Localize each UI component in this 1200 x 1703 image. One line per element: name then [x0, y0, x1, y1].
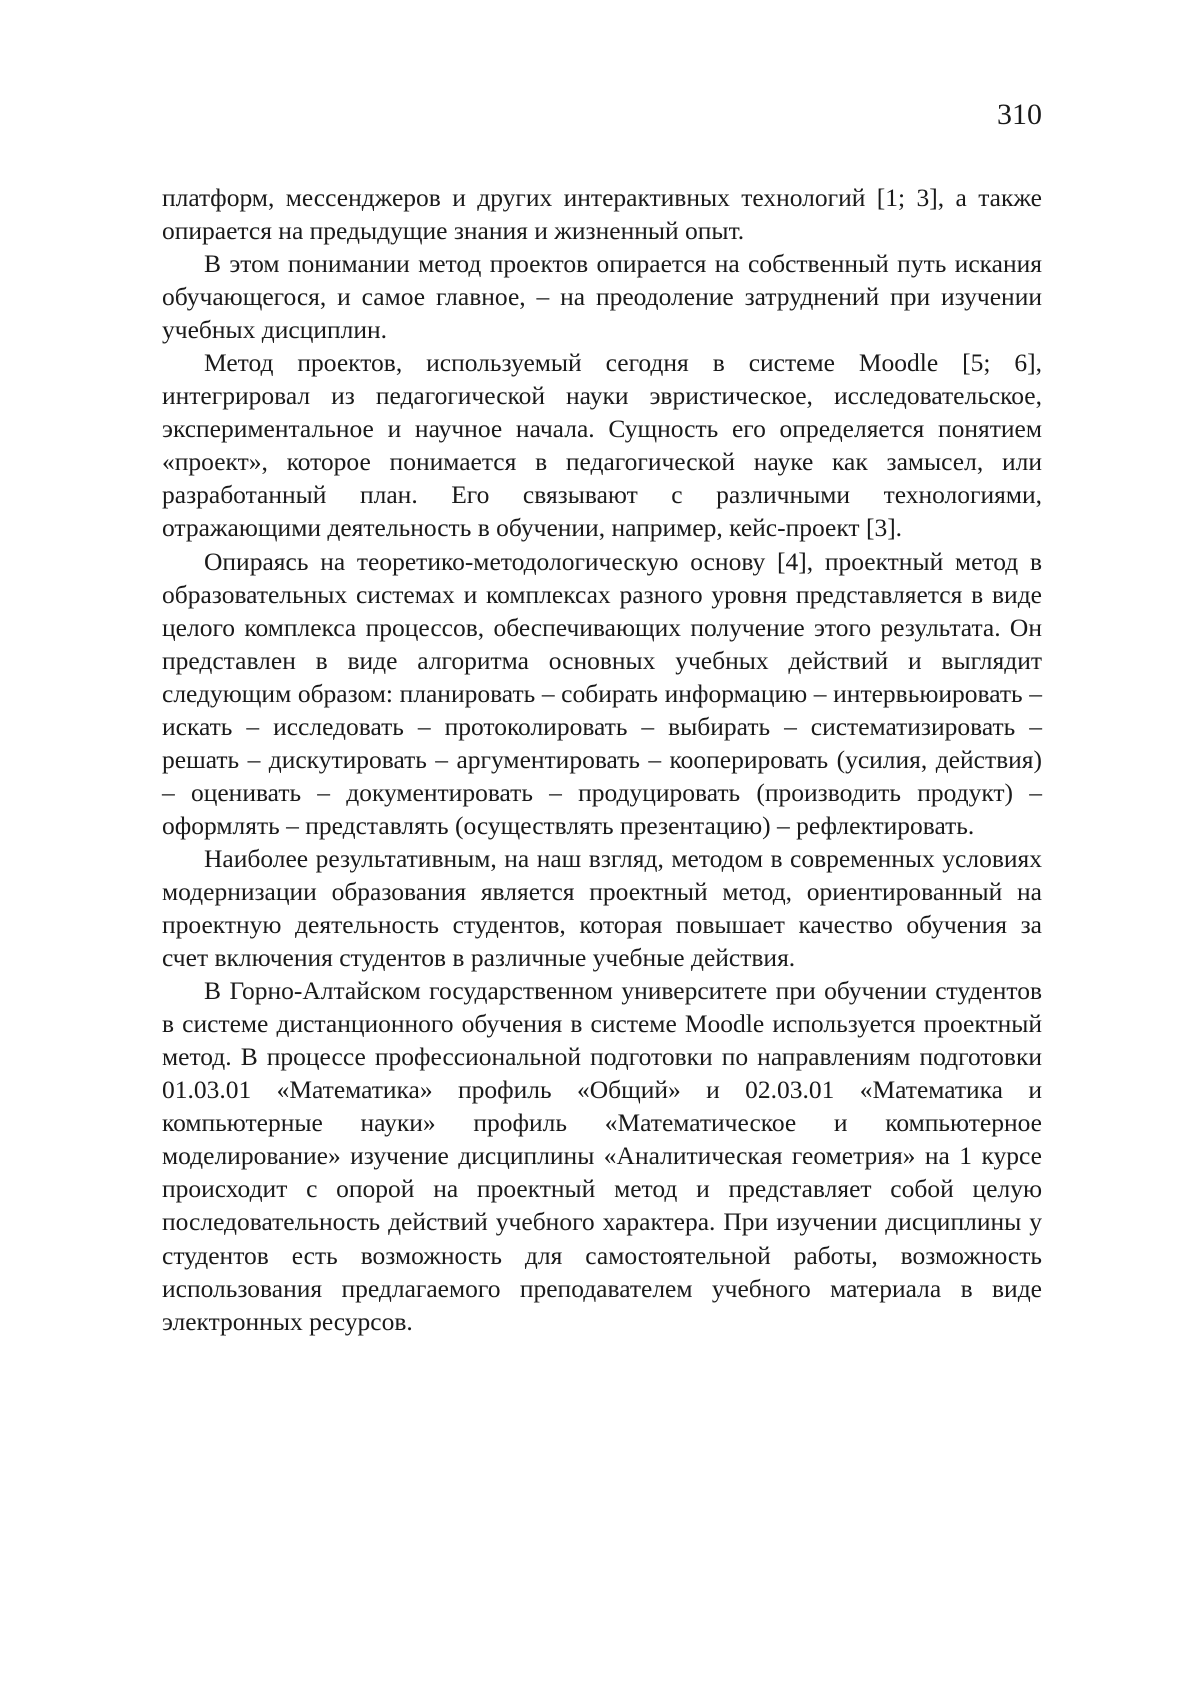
- paragraph-project-method-understanding: В этом понимании метод проектов опирается на собственный путь искания обучающегося, и самое главное, – на преодоление затруднений при изучении учебных дисциплин.: [162, 247, 1042, 346]
- body-text: [162, 181, 1042, 1338]
- paragraph-most-effective-method: Наиболее результативным, на наш взгляд, методом в современных условиях модернизации образования является проектный метод, ориентированный на проектную деятельность студентов, которая повышает качество обучения за счет включения студентов в различные учебные действия.: [162, 842, 1042, 974]
- paragraph-algorithm-of-actions: Опираясь на теоретико-методологическую основу [4], проектный метод в образовательных системах и комплексах разного уровня представляется в виде целого комплекса процессов, обеспечивающих получение этого результата. Он представлен в виде алгоритма основных учебных действий и выглядит следующим образом: планировать – собирать информацию – интервьюировать – искать – исследовать – протоколировать – выбирать – систематизировать – решать – дискутировать – аргументировать – кооперировать (усилия, действия) – оценивать – документировать – продуцировать (производить продукт) – оформлять – представлять (осуществлять презентацию) – рефлектировать.: [162, 545, 1042, 842]
- page-number: 310: [997, 98, 1042, 132]
- document-page: [0, 0, 1200, 1703]
- paragraph-gorno-altaisk-university: В Горно-Алтайском государственном университете при обучении студентов в системе дистанционного обучения в системе Moodle используется проектный метод. В процессе профессиональной подго­товки по направлениям подготовки 01.03.01 «Математика» профиль «Общий» и 02.03.01 «Математика и компьютерные науки» профиль «Математическое и компьютерное моделирование» изучение дисци­плины «Аналитическая геометрия» на 1 курсе происходит с опорой на проектный метод и представляет собой целую последовательность действий учебного характера. При изучении дисциплины у студентов есть возможность для самостоятельной работы, возможность использования предлагаемого преподавателем учебного материала в виде электронных ресурсов.: [162, 974, 1042, 1338]
- paragraph-continuation: платформ, мессенджеров и других интерактивных технологий [1; 3], а также опирается на предыдущие знания и жизненный опыт.: [162, 181, 1042, 247]
- paragraph-moodle-project-method: Метод проектов, используемый сегодня в системе Moodle [5; 6], интегрировал из педагогической науки эвристическое, исследователь­ское, экспериментальное и научное начала. Сущность его определяется понятием «проект», которое понимается в педагогической науке как замысел, или разработанный план. Его связывают с различными технологиями, отражающими деятельность в обучении, например, кейс-проект [3].: [162, 346, 1042, 544]
